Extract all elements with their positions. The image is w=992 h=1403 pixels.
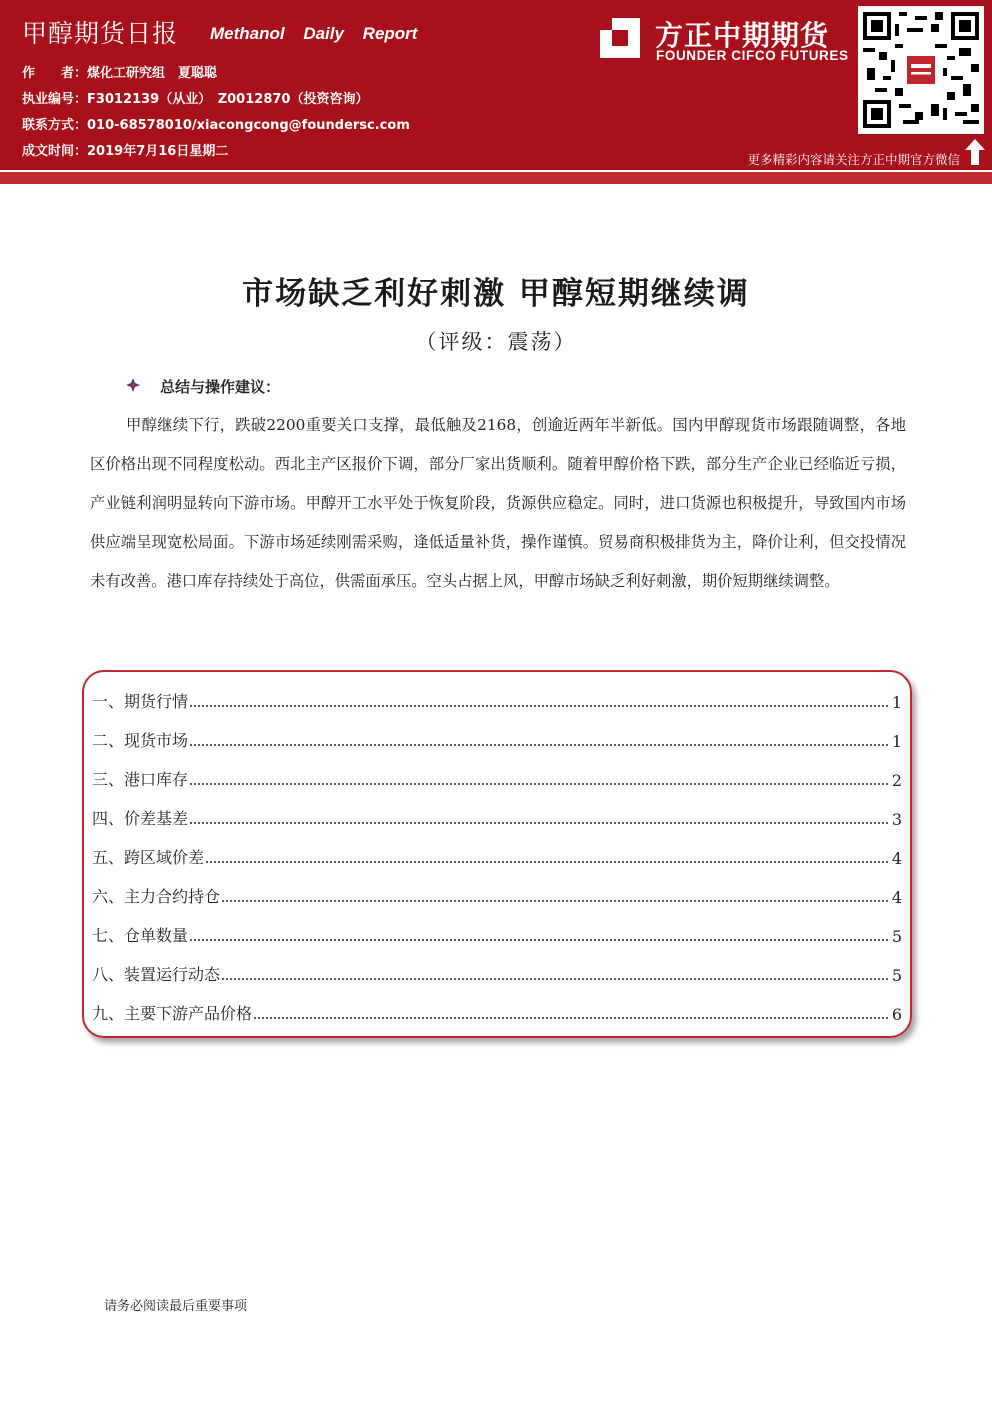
- contact-label: 联系方式：: [22, 118, 88, 133]
- toc-item-page: 1: [891, 693, 902, 712]
- toc-leader: [190, 822, 888, 824]
- toc-item-label: 五、跨区域价差: [92, 848, 205, 867]
- toc-item-page: 5: [891, 966, 902, 985]
- contact-value: 010-68578010/xiacongcong@foundersc.com: [87, 118, 410, 133]
- toc-item-label: 七、仓单数量: [92, 926, 189, 945]
- toc-item-label: 四、价差基差: [92, 809, 189, 828]
- toc-item[interactable]: [92, 805, 902, 829]
- toc-leader: [222, 978, 888, 980]
- report-header: [0, 0, 992, 170]
- founder-logo-icon: [598, 16, 642, 60]
- toc-leader: [190, 705, 888, 707]
- toc-item-label: 一、期货行情: [92, 692, 189, 711]
- toc-leader: [190, 783, 888, 785]
- page-title: 市场缺乏利好刺激 甲醇短期继续调: [242, 276, 750, 312]
- license-label: 执业编号：: [22, 92, 88, 107]
- author-label: 作 者：: [22, 66, 88, 81]
- summary-heading: 总结与操作建议：: [160, 378, 281, 396]
- date-value: 2019年7月16日星期二: [87, 144, 229, 159]
- bullet-icon: [126, 378, 140, 392]
- toc-item[interactable]: [92, 922, 902, 946]
- company-name-en: FOUNDER CIFCO FUTURES: [656, 48, 849, 63]
- toc-item-label: 九、主要下游产品价格: [92, 1004, 253, 1023]
- report-series-title-en: Methanol Daily Report: [210, 24, 418, 43]
- author-value: 煤化工研究组 夏聪聪: [87, 66, 218, 81]
- toc-item-page: 4: [891, 849, 902, 868]
- toc-item-label: 二、现货市场: [92, 731, 189, 750]
- toc-leader: [190, 939, 888, 941]
- toc-item[interactable]: [92, 688, 902, 712]
- date-line: [22, 140, 228, 159]
- toc-item-page: 3: [891, 810, 902, 829]
- follow-wechat-text: 更多精彩内容请关注方正中期官方微信: [747, 152, 960, 167]
- toc-item-page: 4: [891, 888, 902, 907]
- header-divider: [0, 172, 992, 184]
- toc-item-label: 三、港口库存: [92, 770, 189, 789]
- company-name-cn: 方正中期期货: [655, 19, 830, 52]
- rating-label: （评级：震荡）: [415, 330, 577, 354]
- toc-leader: [190, 744, 888, 746]
- toc-leader: [206, 861, 888, 863]
- license-line: [22, 88, 368, 107]
- toc-leader: [254, 1017, 888, 1019]
- table-of-contents: [82, 670, 912, 1038]
- toc-item[interactable]: [92, 844, 902, 868]
- toc-leader: [222, 900, 888, 902]
- toc-item[interactable]: [92, 727, 902, 751]
- contact-line: [22, 114, 410, 133]
- disclaimer-note: 请务必阅读最后重要事项: [104, 1299, 248, 1314]
- toc-item-page: 5: [891, 927, 902, 946]
- toc-item-label: 六、主力合约持仓: [92, 887, 221, 906]
- wechat-qr-code: [858, 6, 984, 134]
- toc-item[interactable]: [92, 766, 902, 790]
- toc-item-page: 2: [891, 771, 902, 790]
- up-arrow-icon: [964, 138, 986, 166]
- toc-item[interactable]: [92, 883, 902, 907]
- summary-paragraph: 甲醇继续下行，跌破2200重要关口支撑，最低触及2168，创逾近两年半新低。国内甲醇现货市场跟随调整，各地区价格出现不同程度松动。西北主产区报价下调，部分厂家出货顺利。随着甲醇价格下跌，部分生产企业已经临近亏损，产业链利润明显转向下游市场。甲醇开工水平处于恢复阶段，货源供应稳定。同时，进口货源也积极提升，导致国内市场供应端呈现宽松局面。下游市场延续刚需采购，逢低适量补货，操作谨慎。贸易商积极排货为主，降价让利，但交投情况未有改善。港口库存持续处于高位，供需面承压。空头占据上风，甲醇市场缺乏利好刺激，期价短期继续调整。: [90, 416, 906, 590]
- toc-item[interactable]: [92, 961, 902, 985]
- report-series-title: 甲醇期货日报: [22, 19, 179, 48]
- toc-item-label: 八、装置运行动态: [92, 965, 221, 984]
- toc-item-page: 6: [891, 1005, 902, 1024]
- author-line: [22, 62, 217, 81]
- license-value: F3012139（从业） Z0012870（投资咨询）: [87, 92, 369, 107]
- toc-item[interactable]: [92, 1000, 902, 1024]
- toc-item-page: 1: [891, 732, 902, 751]
- date-label: 成文时间：: [22, 144, 88, 159]
